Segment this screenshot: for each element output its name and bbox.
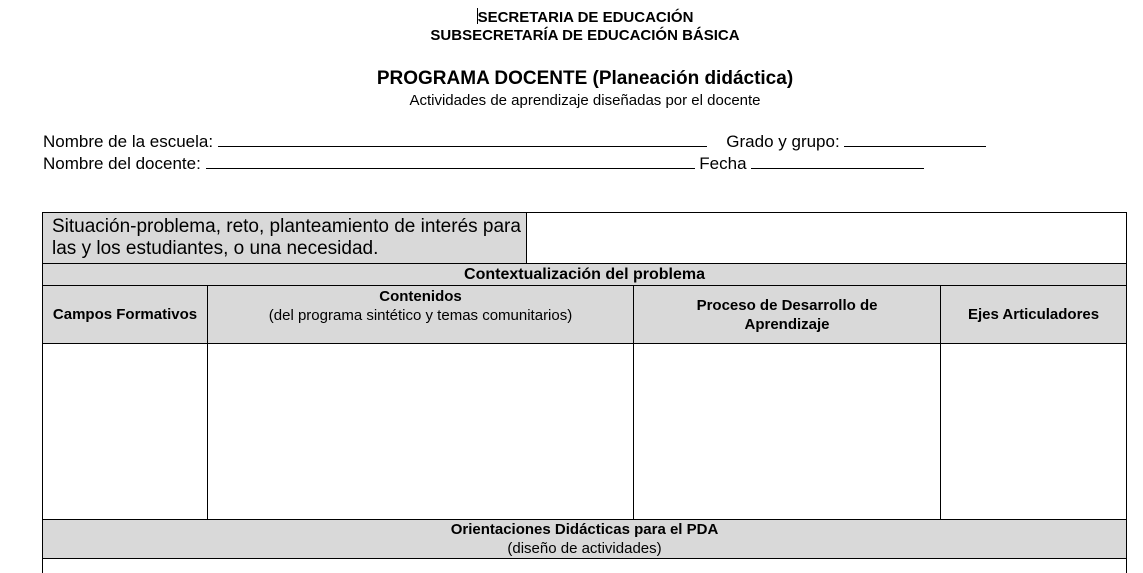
grade-group-label: Grado y grupo: <box>726 132 839 151</box>
table-row <box>43 344 1127 520</box>
orientations-title: Orientaciones Didácticas para el PDA <box>451 521 719 538</box>
date-field[interactable] <box>751 153 924 169</box>
column-header-ejes <box>941 286 1127 344</box>
teacher-date-row <box>43 153 924 174</box>
planning-table <box>42 212 1127 573</box>
column-title: Ejes Articuladores <box>968 306 1099 323</box>
context-header: Contextualización del problema <box>43 264 1127 286</box>
school-grade-row <box>43 131 986 152</box>
column-header-contenidos <box>208 286 634 344</box>
column-header-pda <box>634 286 941 344</box>
document-subtitle: Actividades de aprendizaje diseñadas por el docente <box>0 92 1143 110</box>
school-name-field[interactable] <box>218 131 707 147</box>
header-secretaria <box>0 8 1143 27</box>
situation-label: Situación-problema, reto, planteamiento de interés para las y los estudiantes, o una necesidad. <box>43 213 527 264</box>
school-name-label: Nombre de la escuela: <box>43 132 213 151</box>
header-subsecretaria: SUBSECRETARÍA DE EDUCACIÓN BÁSICA <box>0 27 1143 45</box>
date-label: Fecha <box>699 154 746 173</box>
teacher-name-label: Nombre del docente: <box>43 154 201 173</box>
column-header-campos <box>43 286 208 344</box>
column-title: Campos Formativos <box>53 306 197 323</box>
header-line1-text: SECRETARIA DE EDUCACIÓN <box>478 9 694 26</box>
orientations-header-row <box>43 520 1127 559</box>
column-title: Proceso de Desarrollo de Aprendizaje <box>697 297 878 333</box>
orientations-subtitle: (diseño de actividades) <box>507 540 661 557</box>
situation-input-cell[interactable] <box>527 213 1127 264</box>
grade-group-field[interactable] <box>844 131 986 147</box>
pda-cell[interactable] <box>634 344 941 520</box>
ejes-cell[interactable] <box>941 344 1127 520</box>
column-header-row <box>43 286 1127 344</box>
column-title: Contenidos <box>379 288 462 305</box>
context-row <box>43 264 1127 286</box>
situation-row <box>43 213 1127 264</box>
document-title: PROGRAMA DOCENTE (Planeación didáctica) <box>0 68 1143 90</box>
teacher-name-field[interactable] <box>206 153 695 169</box>
campos-cell[interactable] <box>43 344 208 520</box>
contenidos-cell[interactable] <box>208 344 634 520</box>
column-subtitle: (del programa sintético y temas comunitarios) <box>269 307 572 324</box>
orientations-header <box>43 520 1127 559</box>
